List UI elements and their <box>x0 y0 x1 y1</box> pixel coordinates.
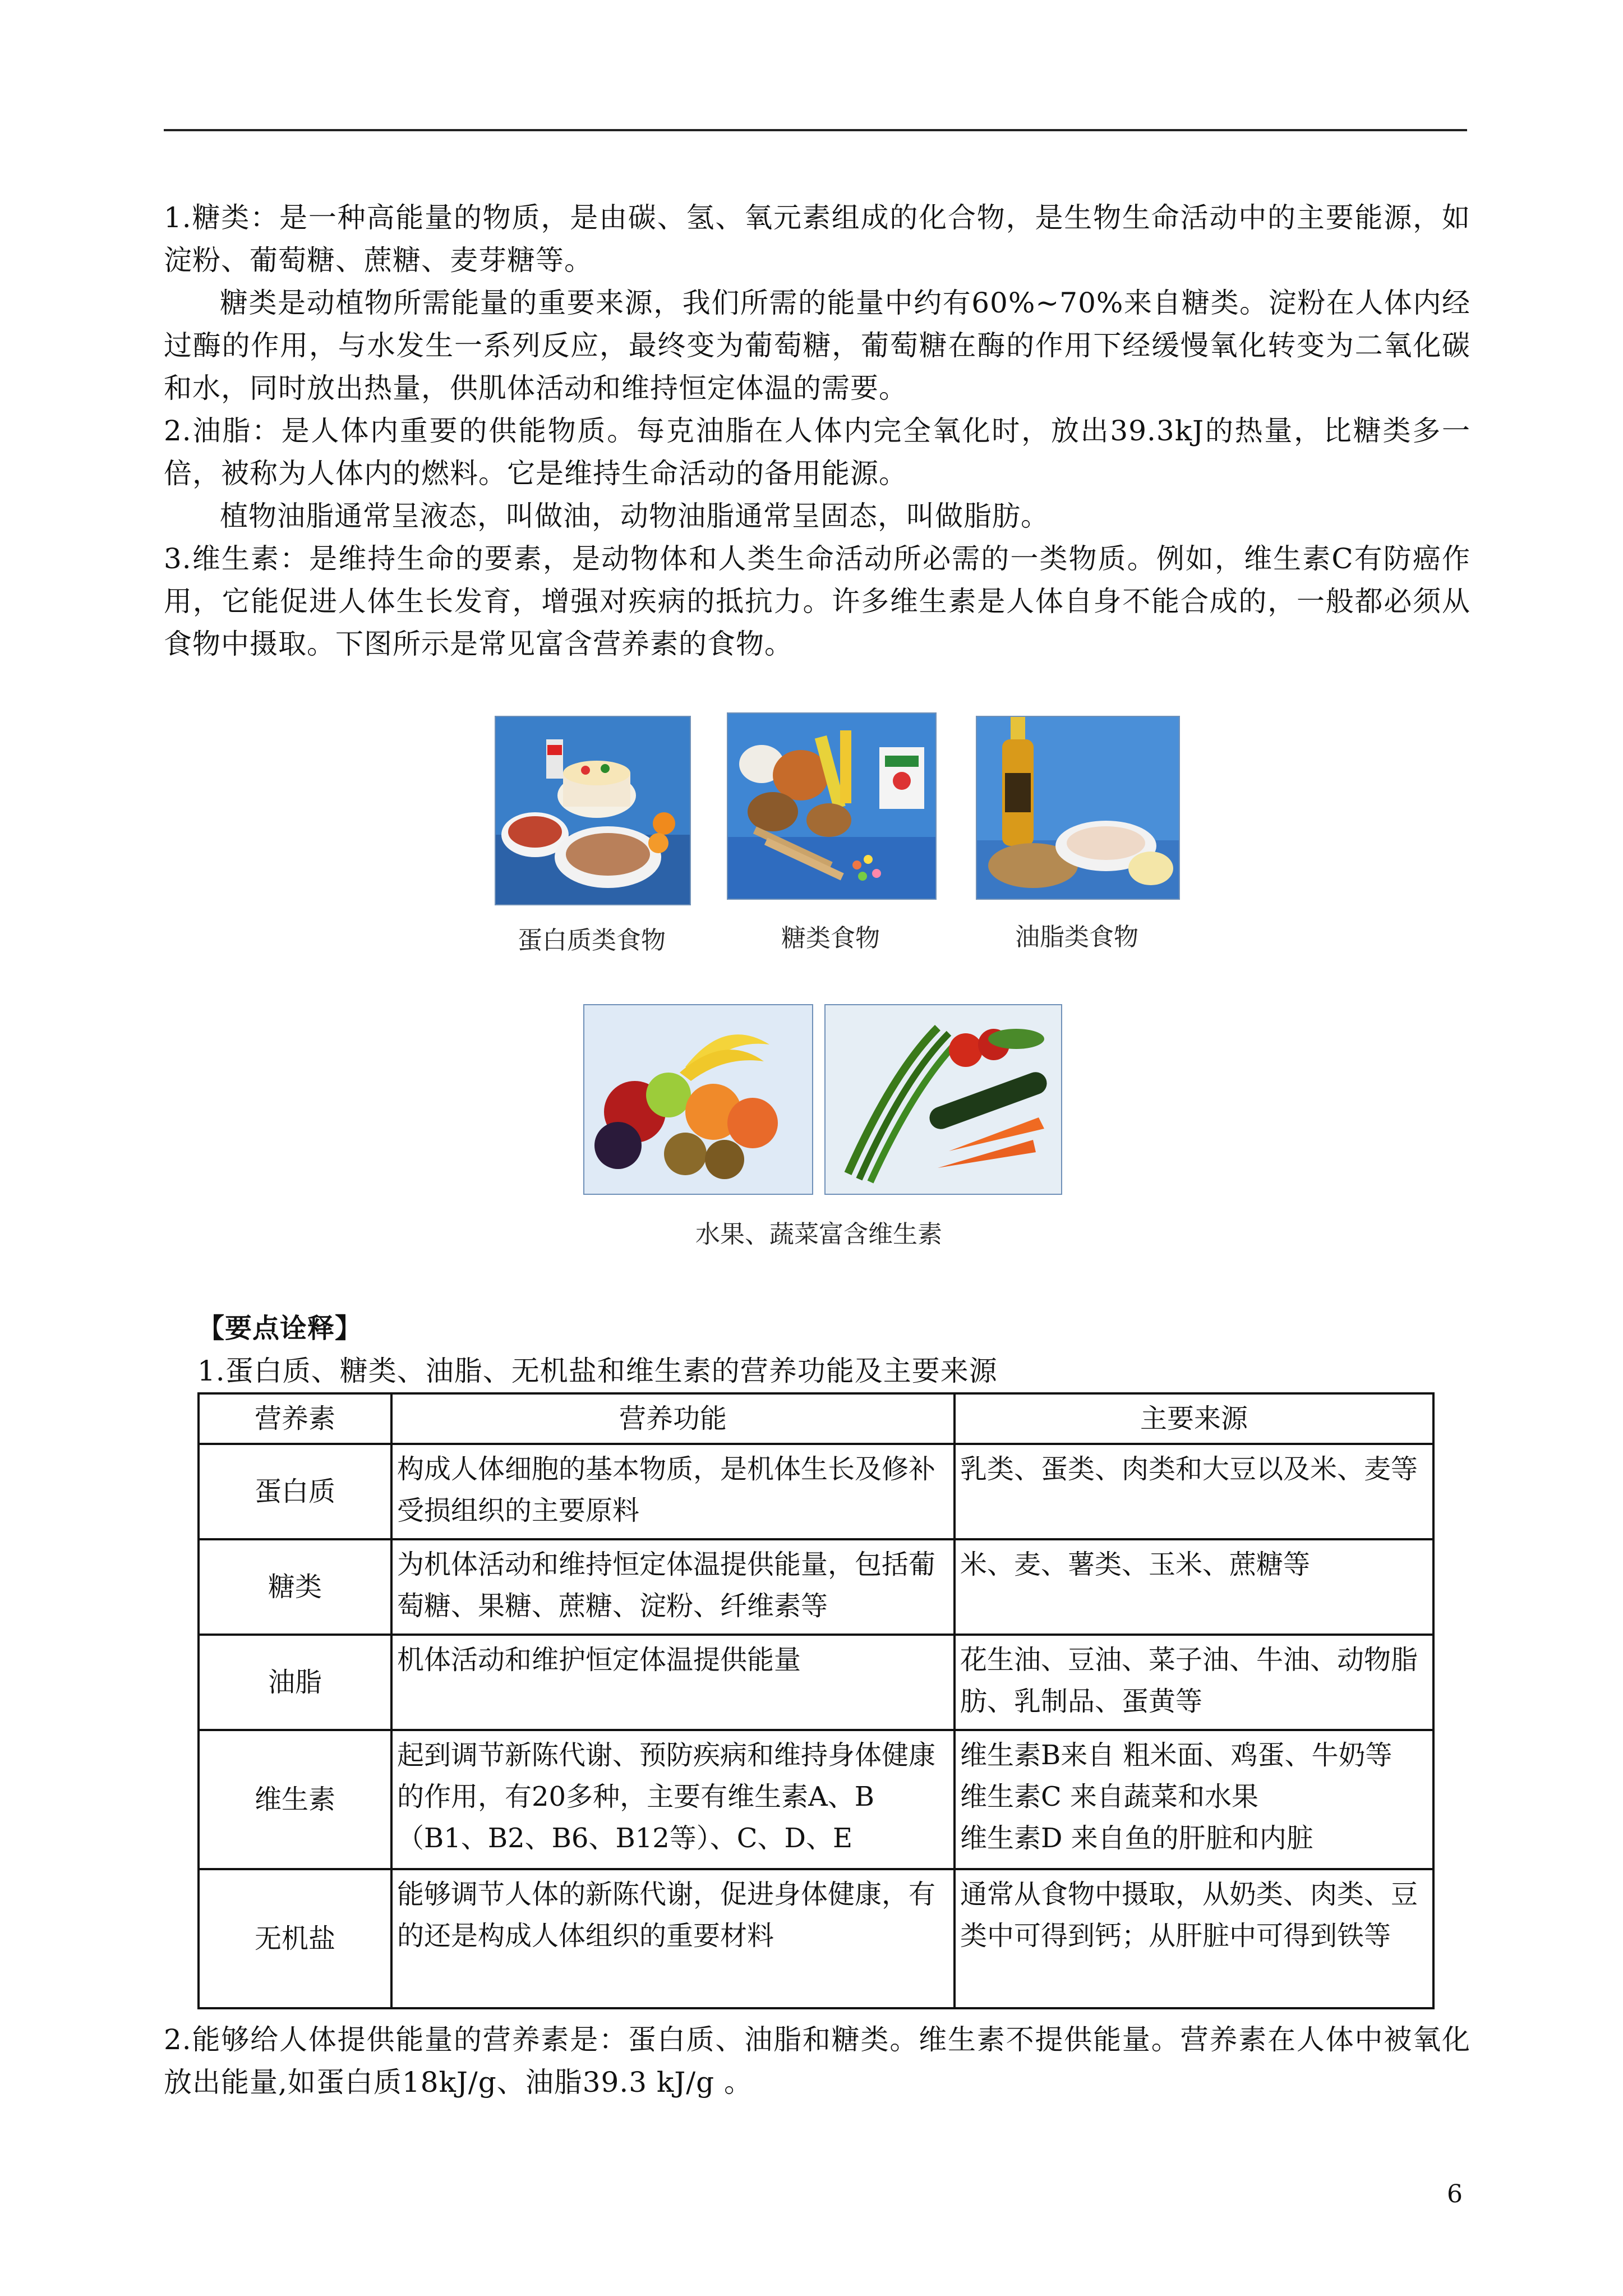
fruits-image <box>583 1004 813 1195</box>
caption-sugar-foods: 糖类食物 <box>781 924 880 953</box>
nutrient-function: 机体活动和维护恒定体温提供能量 <box>391 1635 955 1730</box>
nutrient-source: 通常从食物中摄取，从奶类、肉类、豆类中可得到钙；从肝脏中可得到铁等 <box>955 1869 1433 2008</box>
nutrient-function: 为机体活动和维持恒定体温提供能量，包括葡萄糖、果糖、蔗糖、淀粉、纤维素等 <box>391 1539 955 1635</box>
table-header-row <box>199 1393 1433 1444</box>
vitamin-b-source: 维生素B来自 粗米面、鸡蛋、牛奶等 <box>960 1740 1393 1771</box>
nutrient-name: 无机盐 <box>199 1869 391 2008</box>
paragraph-fat-intro: 2.油脂：是人体内重要的供能物质。每克油脂在人体内完全氧化时，放出39.3kJ的热量，比糖类多一倍，被称为人体内的燃料。它是维持生命活动的备用能源。 <box>164 415 1470 490</box>
sugar-foods-image <box>727 712 937 900</box>
table-row <box>199 1869 1433 2008</box>
table-row <box>199 1635 1433 1730</box>
table-title: 1.蛋白质、糖类、油脂、无机盐和维生素的营养功能及主要来源 <box>197 1355 998 1387</box>
nutrient-name: 油脂 <box>199 1635 391 1730</box>
paragraph-sugar-detail: 糖类是动植物所需能量的重要来源，我们所需的能量中约有60%~70%来自糖类。淀粉在人体内经过酶的作用，与水发生一系列反应，最终变为葡萄糖，葡萄糖在酶的作用下经缓慢氧化转变为二氧化碳和水，同时放出热量，供肌体活动和维持恒定体温的需要。 <box>164 287 1470 404</box>
vitamin-d-source: 维生素D 来自鱼的肝脏和内脏 <box>960 1823 1313 1854</box>
table-row <box>199 1539 1433 1635</box>
fat-foods-image <box>976 716 1180 900</box>
paragraph-sugar-intro: 1.糖类：是一种高能量的物质，是由碳、氢、氧元素组成的化合物，是生物生命活动中的主要能源，如淀粉、葡萄糖、蔗糖、麦芽糖等。 <box>164 201 1470 277</box>
nutrient-source: 米、麦、薯类、玉米、蔗糖等 <box>955 1539 1433 1635</box>
header-function: 营养功能 <box>391 1393 955 1444</box>
caption-protein-foods: 蛋白质类食物 <box>518 926 666 955</box>
nutrient-table <box>197 1392 1435 2009</box>
nutrient-name: 糖类 <box>199 1539 391 1635</box>
table-row <box>199 1730 1433 1869</box>
nutrient-function: 能够调节人体的新陈代谢，促进身体健康，有的还是构成人体组织的重要材料 <box>391 1869 955 2008</box>
paragraph-fat-detail: 植物油脂通常呈液态，叫做油，动物油脂通常呈固态，叫做脂肪。 <box>220 500 1049 532</box>
protein-foods-image <box>495 716 691 905</box>
nutrient-source: 乳类、蛋类、肉类和大豆以及米、麦等 <box>955 1444 1433 1539</box>
header-source: 主要来源 <box>955 1393 1433 1444</box>
nutrient-source: 花生油、豆油、菜子油、牛油、动物脂肪、乳制品、蛋黄等 <box>955 1635 1433 1730</box>
caption-vitamin-foods: 水果、蔬菜富含维生素 <box>695 1220 942 1249</box>
key-points-heading: 【要点诠释】 <box>197 1313 363 1344</box>
nutrient-name: 维生素 <box>199 1730 391 1869</box>
nutrient-function: 构成人体细胞的基本物质，是机体生长及修补受损组织的主要原料 <box>391 1444 955 1539</box>
vitamin-c-source: 维生素C 来自蔬菜和水果 <box>960 1781 1258 1812</box>
header-nutrient: 营养素 <box>199 1393 391 1444</box>
paragraph-vitamin-intro: 3.维生素：是维持生命的要素，是动物体和人类生命活动所必需的一类物质。例如，维生素C有防癌作用，它能促进人体生长发育，增强对疾病的抵抗力。许多维生素是人体自身不能合成的，一般都必须从食物中摄取。下图所示是常见富含营养素的食物。 <box>164 542 1470 660</box>
nutrient-source <box>955 1730 1433 1869</box>
nutrient-function: 起到调节新陈代谢、预防疾病和维持身体健康的作用，有20多种，主要有维生素A、B（B1、B2、B6、B12等）、C、D、E <box>391 1730 955 1869</box>
caption-fat-foods: 油脂类食物 <box>1015 923 1138 951</box>
page-number: 6 <box>1447 2180 1463 2208</box>
header-rule <box>164 129 1467 131</box>
energy-note: 2.能够给人体提供能量的营养素是：蛋白质、油脂和糖类。维生素不提供能量。营养素在人体中被氧化放出能量,如蛋白质18kJ/g、油脂39.3 kJ/g 。 <box>164 2023 1470 2099</box>
table-row <box>199 1444 1433 1539</box>
vegetables-image <box>824 1004 1062 1195</box>
nutrient-name: 蛋白质 <box>199 1444 391 1539</box>
